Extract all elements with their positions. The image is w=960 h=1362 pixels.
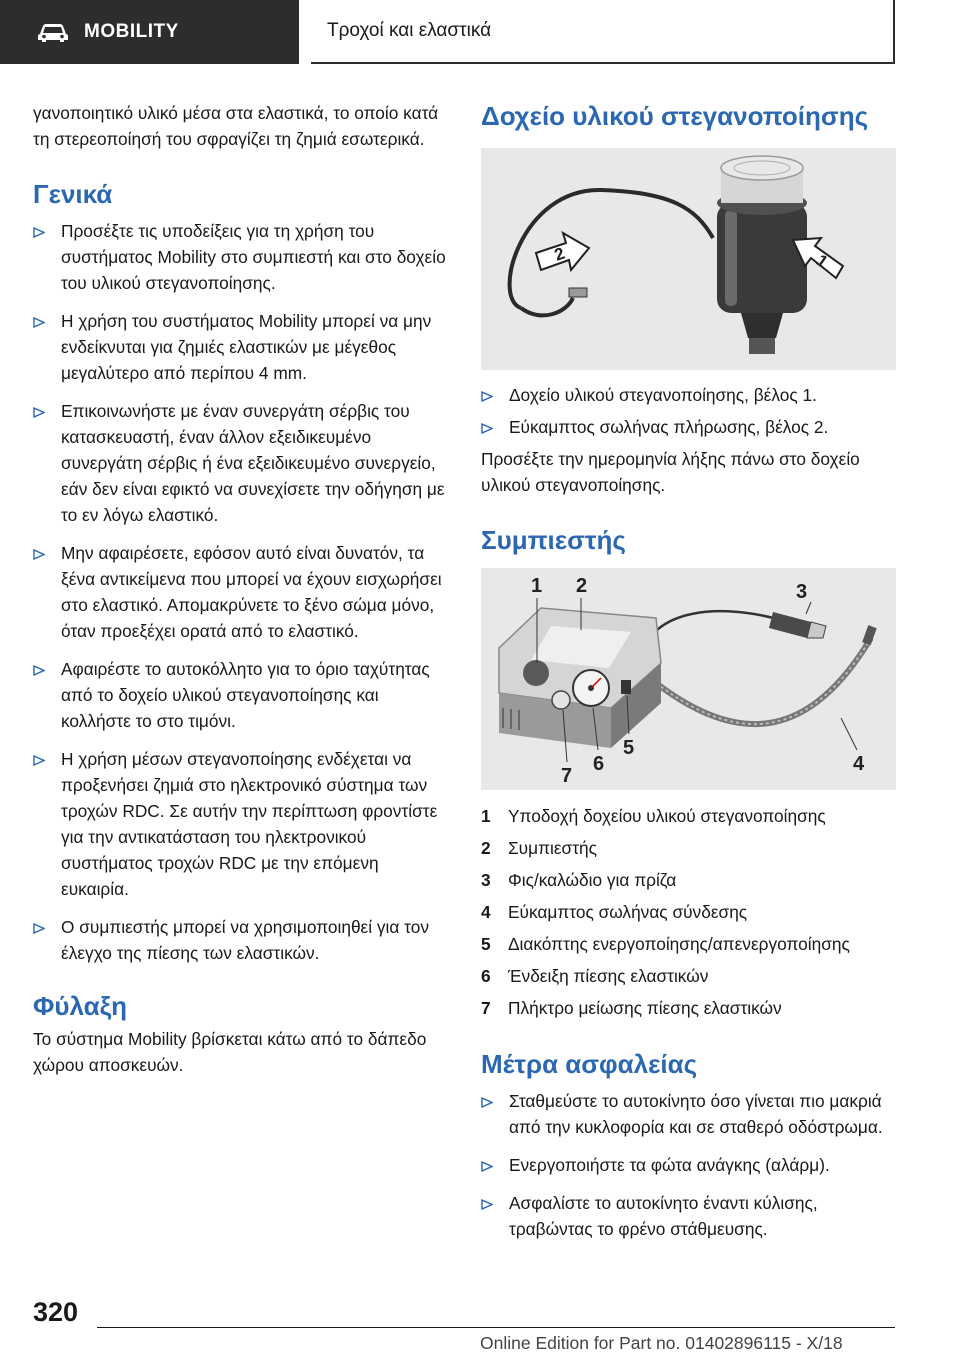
triangle-bullet-icon: [33, 407, 45, 418]
list-item: Επικοινωνήστε με έναν συνεργάτη σέρβις του κατασκευαστή, έναν άλλον εξειδικευμένο συνεργάτη σέρβις ή ένα εξειδικευμένο συνεργείο, εάν δεν είναι εφικτό να συνεχίσετε την οδήγηση με το εν λόγω ελαστικό.: [33, 398, 448, 528]
section-tab: [0, 0, 299, 64]
legend-item: 7 Πλήκτρο μείωσης πίεσης ελαστικών: [481, 998, 782, 1018]
footer-edition: Online Edition for Part no. 01402896115 - X/18: [480, 1333, 843, 1353]
triangle-bullet-icon: [481, 391, 493, 402]
car-icon: [36, 21, 70, 43]
intro-paragraph: γανοποιητικό υλικό μέσα στα ελαστικά, το οποίο κατά τη στερεοποίησή του σφραγίζει τη ζημιά εσωτερικά.: [33, 103, 439, 149]
figure-label-1: 1: [531, 575, 543, 597]
sealant-container-list: [481, 382, 896, 440]
arrow-label-1: 1: [812, 250, 832, 272]
left-column: [33, 100, 448, 1078]
heading-storage: Φύλαξη: [33, 991, 128, 1021]
sealant-container-figure: [481, 148, 896, 370]
legend-item: 4 Εύκαμπτος σωλήνας σύνδεσης: [481, 902, 748, 922]
list-item: Ο συμπιεστής μπορεί να χρησιμοποιηθεί για τον έλεγχο της πίεσης των ελαστικών.: [33, 914, 448, 966]
list-item: Σταθμεύστε το αυτοκίνητο όσο γίνεται πιο μακριά από την κυκλοφορία και σε σταθερό οδόστρωμα.: [481, 1088, 896, 1140]
list-item: Δοχείο υλικού στεγανοποίησης, βέλος 1.: [481, 382, 896, 408]
general-list: [33, 218, 448, 966]
triangle-bullet-icon: [33, 755, 45, 766]
footer-rule: [97, 1327, 895, 1328]
triangle-bullet-icon: [481, 1097, 493, 1108]
compressor-legend: [481, 800, 896, 1024]
figure-label-7: 7: [561, 765, 573, 787]
triangle-bullet-icon: [481, 423, 493, 434]
storage-paragraph: Το σύστημα Mobility βρίσκεται κάτω από το δάπεδο χώρου αποσκευών.: [33, 1029, 427, 1075]
figure-label-3: 3: [796, 581, 808, 603]
triangle-bullet-icon: [481, 1199, 493, 1210]
sealant-container-illustration: [481, 148, 896, 370]
list-item: Προσέξτε τις υποδείξεις για τη χρήση του συστήματος Mobility στο συμπιεστή και στο δοχείο του υλικού στεγανοποίησης.: [33, 218, 448, 296]
legend-item: 1 Υποδοχή δοχείου υλικού στεγανοποίησης: [481, 806, 826, 826]
right-column: [481, 100, 896, 1254]
figure-label-2: 2: [576, 575, 588, 597]
triangle-bullet-icon: [33, 923, 45, 934]
list-item: Αφαιρέστε το αυτοκόλλητο για το όριο ταχύτητας από το δοχείο υλικού στεγανοποίησης και κολλήστε το στο τιμόνι.: [33, 656, 448, 734]
triangle-bullet-icon: [33, 227, 45, 238]
list-item: Ασφαλίστε το αυτοκίνητο έναντι κύλισης, τραβώντας το φρένο στάθμευσης.: [481, 1190, 896, 1242]
legend-item: 2 Συμπιεστής: [481, 838, 597, 858]
heading-general: Γενικά: [33, 179, 113, 209]
legend-item: 5 Διακόπτης ενεργοποίησης/απενεργοποίησης: [481, 934, 850, 954]
section-title: MOBILITY: [84, 21, 179, 42]
figure-label-4: 4: [853, 753, 865, 775]
page-number: 320: [33, 1297, 79, 1327]
triangle-bullet-icon: [33, 317, 45, 328]
triangle-bullet-icon: [33, 549, 45, 560]
list-item: Η χρήση μέσων στεγανοποίησης ενδέχεται να προξενήσει ζημιά στο ηλεκτρονικό σύστημα των τροχών RDC. Σε αυτήν την περίπτωση φροντίστε για την αντικατάσταση του ηλεκτρονικού συστήματος τροχών RDC με την επόμενη ευκαιρία.: [33, 746, 448, 902]
list-item: Ενεργοποιήστε τα φώτα ανάγκης (αλάρμ).: [481, 1152, 896, 1178]
compressor-figure: [481, 568, 896, 790]
expiry-note: Προσέξτε την ημερομηνία λήξης πάνω στο δοχείο υλικού στεγανοποίησης.: [481, 449, 860, 495]
arrow-label-2: 2: [551, 243, 568, 265]
heading-safety: Μέτρα ασφαλείας: [481, 1049, 698, 1079]
figure-label-6: 6: [593, 753, 605, 775]
list-item: Μην αφαιρέσετε, εφόσον αυτό είναι δυνατόν, τα ξένα αντικείμενα που μπορεί να έχουν εισχωρήσει στο ελαστικό. Απομακρύνετε το ξένο σώμα μόνο, όταν προεξέχει ορατά από το ελαστικό.: [33, 540, 448, 644]
triangle-bullet-icon: [33, 665, 45, 676]
compressor-illustration: [481, 568, 896, 790]
figure-label-5: 5: [623, 737, 635, 759]
chapter-tab: [311, 0, 895, 64]
legend-item: 6 Ένδειξη πίεσης ελαστικών: [481, 966, 709, 986]
list-item: Εύκαμπτος σωλήνας πλήρωσης, βέλος 2.: [481, 414, 896, 440]
list-item: Η χρήση του συστήματος Mobility μπορεί να μην ενδείκνυται για ζημιές ελαστικών με μέγεθος μεγαλύτερο από περίπου 4 mm.: [33, 308, 448, 386]
legend-item: 3 Φις/καλώδιο για πρίζα: [481, 870, 677, 890]
triangle-bullet-icon: [481, 1161, 493, 1172]
safety-list: [481, 1088, 896, 1242]
chapter-title: Τροχοί και ελαστικά: [327, 20, 492, 41]
heading-compressor: Συμπιεστής: [481, 525, 626, 555]
heading-sealant-container: Δοχείο υλικού στεγανοποίησης: [481, 101, 869, 131]
